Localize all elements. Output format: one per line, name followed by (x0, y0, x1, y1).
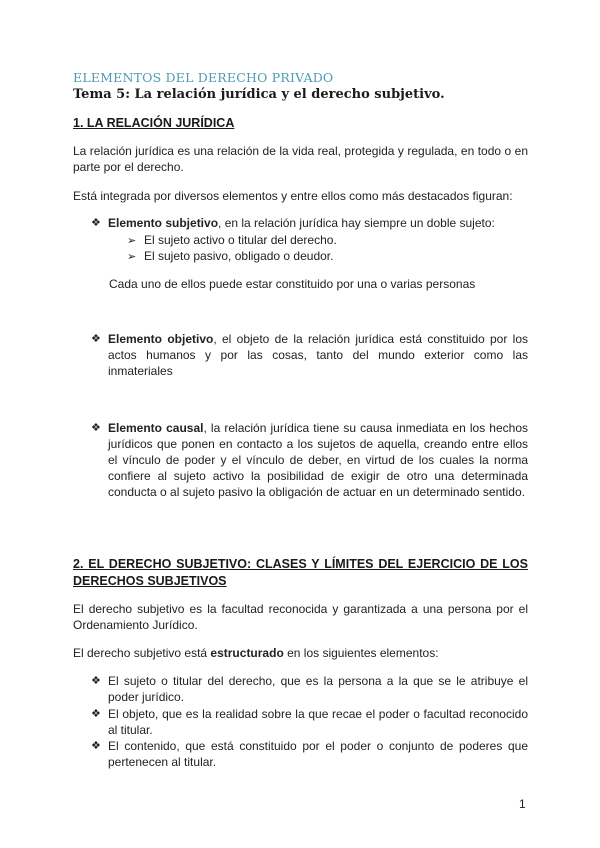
bullet-text: , en la relación jurídica hay siempre un doble sujeto: (218, 216, 495, 230)
section-1-paragraph-1: La relación jurídica es una relación de la vida real, protegida y regulada, en todo o en parte por el derecho. (73, 144, 528, 174)
list-item (91, 738, 528, 770)
section-2-title-line-1: 2. EL DERECHO SUBJETIVO: CLASES Y LÍMITES DEL EJERCICIO DE LOS (73, 557, 528, 571)
list-item-text: El objeto, que es la realidad sobre la que recae el poder o facultad reconocido al titular. (108, 707, 528, 737)
page-number: 1 (519, 797, 526, 811)
diamond-bullet-icon: ❖ (91, 740, 101, 752)
diamond-bullet-icon: ❖ (91, 708, 101, 720)
bullet-subjective (91, 215, 528, 231)
section-1-paragraph-2: Está integrada por diversos elementos y entre ellos como más destacados figuran: (73, 189, 513, 203)
subject-title: ELEMENTOS DEL DERECHO PRIVADO (73, 70, 334, 85)
list-item-text: El sujeto o titular del derecho, que es la persona a la que se le atribuye el poder jurídico. (108, 674, 528, 704)
arrow-bullet-icon: ➢ (127, 251, 137, 263)
section-2-title (73, 556, 528, 590)
bullet-term: Elemento subjetivo (108, 216, 219, 230)
list-item-text: El contenido, que está constituido por el poder o conjunto de poderes que pertenecen al titular. (108, 739, 528, 769)
diamond-bullet-icon: ❖ (91, 422, 101, 434)
bullet-term: Elemento causal (108, 421, 204, 435)
section-1-title: 1. LA RELACIÓN JURÍDICA (73, 116, 235, 130)
sub-item-text: El sujeto activo o titular del derecho. (144, 233, 337, 247)
bullet-term: Elemento objetivo (108, 332, 214, 346)
paragraph-text: en los siguientes elementos: (283, 646, 439, 660)
diamond-bullet-icon: ❖ (91, 675, 101, 687)
paragraph-bold-term: estructurado (210, 646, 284, 660)
bullet-text: , el objeto de la relación jurídica está constituido por los actos humanos y por las cosas, tanto del mundo exterior como las inmateriales (108, 332, 528, 378)
bullet-objective (91, 331, 528, 379)
diamond-bullet-icon: ❖ (91, 333, 101, 345)
theme-title: Tema 5: La relación jurídica y el derecho subjetivo. (73, 87, 445, 102)
bullet-causal (91, 420, 528, 500)
sub-item-text: El sujeto pasivo, obligado o deudor. (144, 249, 334, 263)
bullet-text: , la relación jurídica tiene su causa inmediata en los hechos jurídicos que ponen en contacto a los sujetos de aquella, creando entre ellos el vínculo de poder y el vínculo de deber, en virtud de los cuales la norma confiere al sujeto activo la posibilidad de exigir de otro una determinada conducta o al sujeto pasivo la obligación de actuar en un determinado sentido. (108, 421, 528, 499)
subjective-note: Cada uno de ellos puede estar constituido por una o varias personas (109, 277, 476, 291)
paragraph-text: El derecho subjetivo está (73, 646, 211, 660)
section-2-paragraph-2 (73, 645, 528, 661)
arrow-bullet-icon: ➢ (127, 235, 137, 247)
section-2-title-line-2: DERECHOS SUBJETIVOS (73, 574, 227, 588)
list-item (91, 673, 528, 705)
section-2-paragraph-1: El derecho subjetivo es la facultad reconocida y garantizada a una persona por el Ordenamiento Jurídico. (73, 602, 528, 632)
sub-item (127, 232, 337, 249)
sub-item (127, 248, 333, 265)
list-item (91, 706, 528, 738)
diamond-bullet-icon: ❖ (91, 217, 101, 229)
